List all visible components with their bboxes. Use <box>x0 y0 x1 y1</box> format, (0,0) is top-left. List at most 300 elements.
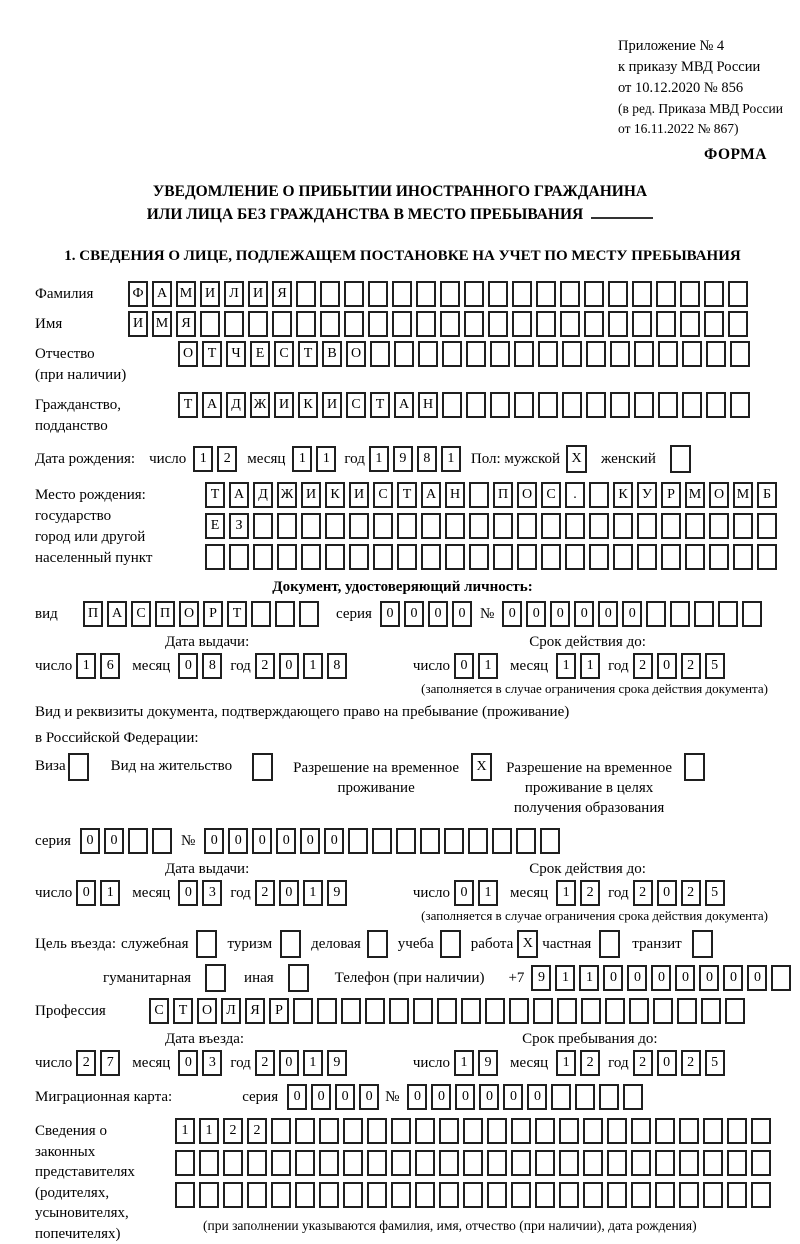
char-box[interactable] <box>517 544 537 570</box>
char-box[interactable]: 1 <box>303 1050 323 1076</box>
char-box[interactable]: Т <box>370 392 390 418</box>
char-box[interactable] <box>704 281 724 307</box>
char-box[interactable]: 1 <box>303 653 323 679</box>
char-box[interactable] <box>415 1182 435 1208</box>
char-box[interactable]: 1 <box>441 446 461 472</box>
char-box[interactable]: О <box>179 601 199 627</box>
char-box[interactable] <box>607 1182 627 1208</box>
char-box[interactable]: 0 <box>279 1050 299 1076</box>
char-box[interactable] <box>727 1150 747 1176</box>
char-box[interactable] <box>560 311 580 337</box>
purpose-transit-checkbox[interactable] <box>692 930 713 958</box>
char-box[interactable] <box>394 341 414 367</box>
char-box[interactable]: 0 <box>657 1050 677 1076</box>
purpose-study-checkbox[interactable] <box>440 930 461 958</box>
char-box[interactable] <box>725 998 745 1024</box>
char-box[interactable] <box>370 341 390 367</box>
char-box[interactable] <box>709 544 729 570</box>
char-box[interactable] <box>439 1182 459 1208</box>
char-box[interactable] <box>437 998 457 1024</box>
char-box[interactable] <box>365 998 385 1024</box>
char-box[interactable] <box>703 1182 723 1208</box>
char-box[interactable] <box>634 341 654 367</box>
char-box[interactable]: 5 <box>705 880 725 906</box>
char-box[interactable] <box>469 513 489 539</box>
char-box[interactable] <box>535 1182 555 1208</box>
char-box[interactable]: 2 <box>255 1050 275 1076</box>
char-box[interactable] <box>661 544 681 570</box>
sex-female-checkbox[interactable] <box>670 445 691 473</box>
char-box[interactable]: 0 <box>276 828 296 854</box>
char-box[interactable]: 0 <box>178 1050 198 1076</box>
char-box[interactable] <box>656 311 676 337</box>
char-box[interactable] <box>613 513 633 539</box>
char-box[interactable]: О <box>517 482 537 508</box>
char-box[interactable]: 6 <box>100 653 120 679</box>
char-box[interactable] <box>277 544 297 570</box>
char-box[interactable]: О <box>178 341 198 367</box>
char-box[interactable] <box>469 544 489 570</box>
char-box[interactable]: Л <box>221 998 241 1024</box>
char-box[interactable]: М <box>685 482 705 508</box>
char-box[interactable]: И <box>248 281 268 307</box>
char-box[interactable] <box>416 311 436 337</box>
char-box[interactable]: 0 <box>723 965 743 991</box>
char-box[interactable]: 0 <box>324 828 344 854</box>
char-box[interactable] <box>367 1182 387 1208</box>
char-box[interactable] <box>295 1118 315 1144</box>
char-box[interactable]: 0 <box>228 828 248 854</box>
char-box[interactable]: 1 <box>100 880 120 906</box>
char-box[interactable] <box>727 1118 747 1144</box>
char-box[interactable]: 0 <box>699 965 719 991</box>
char-box[interactable] <box>373 544 393 570</box>
char-box[interactable]: А <box>229 482 249 508</box>
char-box[interactable]: 0 <box>279 880 299 906</box>
char-box[interactable]: К <box>325 482 345 508</box>
char-box[interactable] <box>728 281 748 307</box>
char-box[interactable] <box>251 601 271 627</box>
char-box[interactable] <box>536 311 556 337</box>
char-box[interactable]: 0 <box>311 1084 331 1110</box>
char-box[interactable] <box>275 601 295 627</box>
char-box[interactable]: 0 <box>428 601 448 627</box>
char-box[interactable] <box>392 311 412 337</box>
char-box[interactable] <box>325 544 345 570</box>
char-box[interactable]: А <box>394 392 414 418</box>
char-box[interactable]: С <box>131 601 151 627</box>
char-box[interactable]: О <box>346 341 366 367</box>
char-box[interactable] <box>751 1118 771 1144</box>
char-box[interactable]: И <box>274 392 294 418</box>
char-box[interactable]: 8 <box>202 653 222 679</box>
char-box[interactable] <box>367 1118 387 1144</box>
char-box[interactable] <box>320 311 340 337</box>
char-box[interactable] <box>655 1182 675 1208</box>
char-box[interactable] <box>277 513 297 539</box>
char-box[interactable] <box>391 1150 411 1176</box>
char-box[interactable]: Т <box>205 482 225 508</box>
char-box[interactable] <box>514 392 534 418</box>
char-box[interactable] <box>392 281 412 307</box>
char-box[interactable]: 1 <box>175 1118 195 1144</box>
char-box[interactable] <box>199 1150 219 1176</box>
char-box[interactable] <box>490 392 510 418</box>
char-box[interactable]: У <box>637 482 657 508</box>
char-box[interactable] <box>670 601 690 627</box>
char-box[interactable] <box>560 281 580 307</box>
char-box[interactable] <box>586 392 606 418</box>
char-box[interactable] <box>623 1084 643 1110</box>
char-box[interactable] <box>706 392 726 418</box>
char-box[interactable] <box>253 544 273 570</box>
char-box[interactable] <box>223 1182 243 1208</box>
char-box[interactable]: Р <box>661 482 681 508</box>
char-box[interactable]: 2 <box>580 880 600 906</box>
char-box[interactable]: 2 <box>247 1118 267 1144</box>
char-box[interactable] <box>581 998 601 1024</box>
char-box[interactable] <box>533 998 553 1024</box>
char-box[interactable]: 2 <box>255 880 275 906</box>
purpose-business-checkbox[interactable] <box>196 930 217 958</box>
char-box[interactable]: 1 <box>454 1050 474 1076</box>
char-box[interactable]: 7 <box>100 1050 120 1076</box>
char-box[interactable]: Л <box>224 281 244 307</box>
char-box[interactable] <box>629 998 649 1024</box>
char-box[interactable] <box>223 1150 243 1176</box>
char-box[interactable]: 0 <box>279 653 299 679</box>
char-box[interactable]: 0 <box>503 1084 523 1110</box>
char-box[interactable] <box>247 1182 267 1208</box>
char-box[interactable]: А <box>421 482 441 508</box>
char-box[interactable] <box>373 513 393 539</box>
char-box[interactable]: 1 <box>555 965 575 991</box>
char-box[interactable] <box>631 1182 651 1208</box>
char-box[interactable]: 2 <box>681 880 701 906</box>
char-box[interactable]: 0 <box>104 828 124 854</box>
char-box[interactable] <box>349 513 369 539</box>
char-box[interactable] <box>679 1150 699 1176</box>
char-box[interactable] <box>368 281 388 307</box>
char-box[interactable]: Н <box>445 482 465 508</box>
purpose-private-checkbox[interactable] <box>599 930 620 958</box>
char-box[interactable]: Т <box>227 601 247 627</box>
char-box[interactable] <box>372 828 392 854</box>
char-box[interactable] <box>632 281 652 307</box>
char-box[interactable] <box>742 601 762 627</box>
purpose-other-checkbox[interactable] <box>288 964 309 992</box>
char-box[interactable] <box>646 601 666 627</box>
char-box[interactable] <box>538 341 558 367</box>
char-box[interactable] <box>751 1150 771 1176</box>
char-box[interactable]: 3 <box>202 880 222 906</box>
char-box[interactable] <box>199 1182 219 1208</box>
char-box[interactable] <box>512 281 532 307</box>
char-box[interactable] <box>463 1182 483 1208</box>
char-box[interactable] <box>391 1118 411 1144</box>
char-box[interactable]: Н <box>418 392 438 418</box>
char-box[interactable] <box>559 1150 579 1176</box>
char-box[interactable]: И <box>349 482 369 508</box>
char-box[interactable] <box>559 1182 579 1208</box>
char-box[interactable] <box>541 544 561 570</box>
char-box[interactable]: 0 <box>380 601 400 627</box>
char-box[interactable] <box>655 1118 675 1144</box>
char-box[interactable]: З <box>229 513 249 539</box>
char-box[interactable]: 0 <box>300 828 320 854</box>
char-box[interactable] <box>727 1182 747 1208</box>
char-box[interactable] <box>464 311 484 337</box>
char-box[interactable] <box>656 281 676 307</box>
char-box[interactable] <box>516 828 536 854</box>
char-box[interactable] <box>175 1182 195 1208</box>
char-box[interactable]: 1 <box>76 653 96 679</box>
char-box[interactable] <box>492 828 512 854</box>
char-box[interactable] <box>325 513 345 539</box>
char-box[interactable]: 0 <box>404 601 424 627</box>
char-box[interactable]: 2 <box>223 1118 243 1144</box>
char-box[interactable] <box>420 828 440 854</box>
char-box[interactable] <box>200 311 220 337</box>
char-box[interactable] <box>562 341 582 367</box>
char-box[interactable]: К <box>298 392 318 418</box>
char-box[interactable]: 1 <box>199 1118 219 1144</box>
char-box[interactable] <box>463 1150 483 1176</box>
char-box[interactable] <box>771 965 791 991</box>
char-box[interactable] <box>397 513 417 539</box>
char-box[interactable] <box>540 828 560 854</box>
char-box[interactable]: С <box>149 998 169 1024</box>
char-box[interactable] <box>442 392 462 418</box>
char-box[interactable] <box>728 311 748 337</box>
char-box[interactable]: М <box>176 281 196 307</box>
char-box[interactable] <box>538 392 558 418</box>
char-box[interactable] <box>253 513 273 539</box>
char-box[interactable] <box>751 1182 771 1208</box>
char-box[interactable]: 8 <box>327 653 347 679</box>
char-box[interactable]: Р <box>269 998 289 1024</box>
char-box[interactable] <box>605 998 625 1024</box>
char-box[interactable] <box>319 1182 339 1208</box>
char-box[interactable] <box>271 1118 291 1144</box>
char-box[interactable]: П <box>493 482 513 508</box>
char-box[interactable] <box>445 513 465 539</box>
char-box[interactable] <box>469 482 489 508</box>
char-box[interactable] <box>389 998 409 1024</box>
rvp-checkbox[interactable]: X <box>471 753 492 781</box>
char-box[interactable]: Т <box>397 482 417 508</box>
char-box[interactable]: 0 <box>502 601 522 627</box>
char-box[interactable]: Т <box>178 392 198 418</box>
char-box[interactable]: 1 <box>478 880 498 906</box>
char-box[interactable]: 9 <box>393 446 413 472</box>
char-box[interactable]: . <box>565 482 585 508</box>
char-box[interactable] <box>685 544 705 570</box>
char-box[interactable]: 2 <box>633 1050 653 1076</box>
char-box[interactable] <box>631 1150 651 1176</box>
char-box[interactable] <box>468 828 488 854</box>
char-box[interactable] <box>296 281 316 307</box>
char-box[interactable] <box>439 1118 459 1144</box>
char-box[interactable]: С <box>373 482 393 508</box>
char-box[interactable] <box>205 544 225 570</box>
char-box[interactable] <box>512 311 532 337</box>
residence-permit-checkbox[interactable] <box>252 753 273 781</box>
char-box[interactable] <box>511 1150 531 1176</box>
char-box[interactable] <box>488 281 508 307</box>
purpose-commercial-checkbox[interactable] <box>367 930 388 958</box>
char-box[interactable] <box>586 341 606 367</box>
char-box[interactable] <box>464 281 484 307</box>
char-box[interactable] <box>421 544 441 570</box>
char-box[interactable]: 1 <box>556 653 576 679</box>
char-box[interactable] <box>396 828 416 854</box>
char-box[interactable] <box>493 513 513 539</box>
char-box[interactable]: 9 <box>327 880 347 906</box>
char-box[interactable]: Д <box>226 392 246 418</box>
char-box[interactable]: Я <box>272 281 292 307</box>
char-box[interactable] <box>247 1150 267 1176</box>
char-box[interactable] <box>535 1150 555 1176</box>
char-box[interactable]: 0 <box>479 1084 499 1110</box>
char-box[interactable] <box>487 1118 507 1144</box>
char-box[interactable] <box>440 311 460 337</box>
char-box[interactable]: Ж <box>277 482 297 508</box>
char-box[interactable] <box>466 392 486 418</box>
char-box[interactable]: В <box>322 341 342 367</box>
char-box[interactable]: Т <box>298 341 318 367</box>
char-box[interactable] <box>343 1182 363 1208</box>
char-box[interactable]: 1 <box>556 880 576 906</box>
char-box[interactable] <box>575 1084 595 1110</box>
char-box[interactable]: 1 <box>292 446 312 472</box>
char-box[interactable]: К <box>613 482 633 508</box>
char-box[interactable] <box>608 281 628 307</box>
char-box[interactable]: Я <box>176 311 196 337</box>
char-box[interactable] <box>413 998 433 1024</box>
char-box[interactable]: 1 <box>193 446 213 472</box>
char-box[interactable]: Ф <box>128 281 148 307</box>
char-box[interactable]: 3 <box>202 1050 222 1076</box>
char-box[interactable]: 0 <box>454 653 474 679</box>
char-box[interactable] <box>397 544 417 570</box>
char-box[interactable]: Ж <box>250 392 270 418</box>
char-box[interactable] <box>583 1118 603 1144</box>
char-box[interactable] <box>583 1150 603 1176</box>
char-box[interactable] <box>658 341 678 367</box>
char-box[interactable] <box>658 392 678 418</box>
char-box[interactable] <box>271 1150 291 1176</box>
char-box[interactable] <box>488 311 508 337</box>
char-box[interactable]: 0 <box>603 965 623 991</box>
rvp-education-checkbox[interactable] <box>684 753 705 781</box>
char-box[interactable] <box>439 1150 459 1176</box>
char-box[interactable] <box>248 311 268 337</box>
char-box[interactable] <box>511 1118 531 1144</box>
char-box[interactable]: 5 <box>705 653 725 679</box>
char-box[interactable] <box>653 998 673 1024</box>
char-box[interactable]: М <box>733 482 753 508</box>
char-box[interactable] <box>421 513 441 539</box>
char-box[interactable] <box>703 1150 723 1176</box>
char-box[interactable] <box>341 998 361 1024</box>
char-box[interactable] <box>301 513 321 539</box>
char-box[interactable] <box>368 311 388 337</box>
purpose-work-checkbox[interactable]: X <box>517 930 538 958</box>
char-box[interactable] <box>301 544 321 570</box>
char-box[interactable] <box>415 1118 435 1144</box>
sex-male-checkbox[interactable]: X <box>566 445 587 473</box>
char-box[interactable] <box>608 311 628 337</box>
char-box[interactable] <box>444 828 464 854</box>
char-box[interactable] <box>562 392 582 418</box>
char-box[interactable]: 0 <box>598 601 618 627</box>
char-box[interactable]: 2 <box>217 446 237 472</box>
char-box[interactable] <box>565 544 585 570</box>
char-box[interactable]: 2 <box>255 653 275 679</box>
char-box[interactable]: А <box>202 392 222 418</box>
char-box[interactable]: 0 <box>204 828 224 854</box>
char-box[interactable] <box>589 544 609 570</box>
char-box[interactable] <box>607 1118 627 1144</box>
char-box[interactable] <box>344 311 364 337</box>
char-box[interactable] <box>493 544 513 570</box>
char-box[interactable] <box>416 281 436 307</box>
char-box[interactable]: 0 <box>747 965 767 991</box>
char-box[interactable]: 1 <box>369 446 389 472</box>
char-box[interactable] <box>535 1118 555 1144</box>
char-box[interactable] <box>418 341 438 367</box>
char-box[interactable] <box>613 544 633 570</box>
char-box[interactable] <box>296 311 316 337</box>
purpose-tourism-checkbox[interactable] <box>280 930 301 958</box>
char-box[interactable] <box>757 544 777 570</box>
char-box[interactable]: 0 <box>657 880 677 906</box>
char-box[interactable] <box>599 1084 619 1110</box>
char-box[interactable]: 2 <box>681 653 701 679</box>
char-box[interactable] <box>685 513 705 539</box>
char-box[interactable] <box>682 392 702 418</box>
char-box[interactable] <box>367 1150 387 1176</box>
char-box[interactable] <box>709 513 729 539</box>
char-box[interactable]: С <box>346 392 366 418</box>
char-box[interactable]: 0 <box>178 653 198 679</box>
char-box[interactable] <box>704 311 724 337</box>
char-box[interactable]: 9 <box>478 1050 498 1076</box>
char-box[interactable] <box>271 1182 291 1208</box>
char-box[interactable] <box>391 1182 411 1208</box>
char-box[interactable]: 0 <box>622 601 642 627</box>
char-box[interactable] <box>440 281 460 307</box>
char-box[interactable] <box>733 544 753 570</box>
char-box[interactable] <box>589 513 609 539</box>
char-box[interactable] <box>541 513 561 539</box>
char-box[interactable]: 1 <box>580 653 600 679</box>
char-box[interactable] <box>317 998 337 1024</box>
char-box[interactable]: 1 <box>316 446 336 472</box>
char-box[interactable]: П <box>83 601 103 627</box>
char-box[interactable] <box>224 311 244 337</box>
char-box[interactable]: 0 <box>657 653 677 679</box>
char-box[interactable] <box>344 281 364 307</box>
char-box[interactable] <box>514 341 534 367</box>
char-box[interactable] <box>272 311 292 337</box>
char-box[interactable] <box>415 1150 435 1176</box>
char-box[interactable]: 2 <box>633 653 653 679</box>
char-box[interactable]: Ч <box>226 341 246 367</box>
char-box[interactable]: 0 <box>80 828 100 854</box>
char-box[interactable]: Б <box>757 482 777 508</box>
